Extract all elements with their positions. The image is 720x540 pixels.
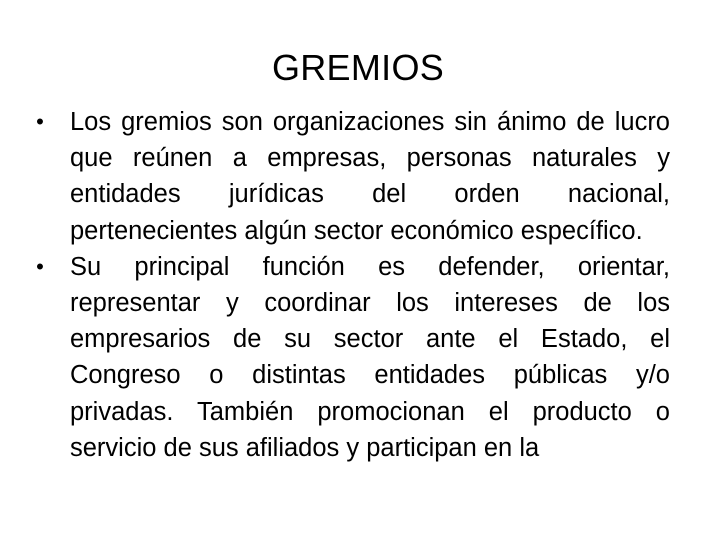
bullet-item: [30, 249, 670, 466]
bullet-text: Los gremios son organizaciones sin ánimo de lucro que reúnen a empresas, personas naturales y entidades jurídicas del orden nacional, pertenecientes algún sector económico específico.: [70, 108, 670, 245]
bullet-text: Su principal función es defender, orientar, representar y coordinar los intereses de los empresarios de su sector ante el Estado, el Congreso o distintas entidades públicas y/o privadas. También promocionan el producto o servicio de sus afiliados y participan en la: [70, 252, 670, 462]
bullet-marker: •: [36, 253, 44, 279]
bullet-item: [30, 104, 670, 249]
bullet-marker: •: [36, 109, 44, 134]
bullet-list: [30, 104, 670, 466]
slide-title: GREMIOS: [271, 47, 445, 88]
